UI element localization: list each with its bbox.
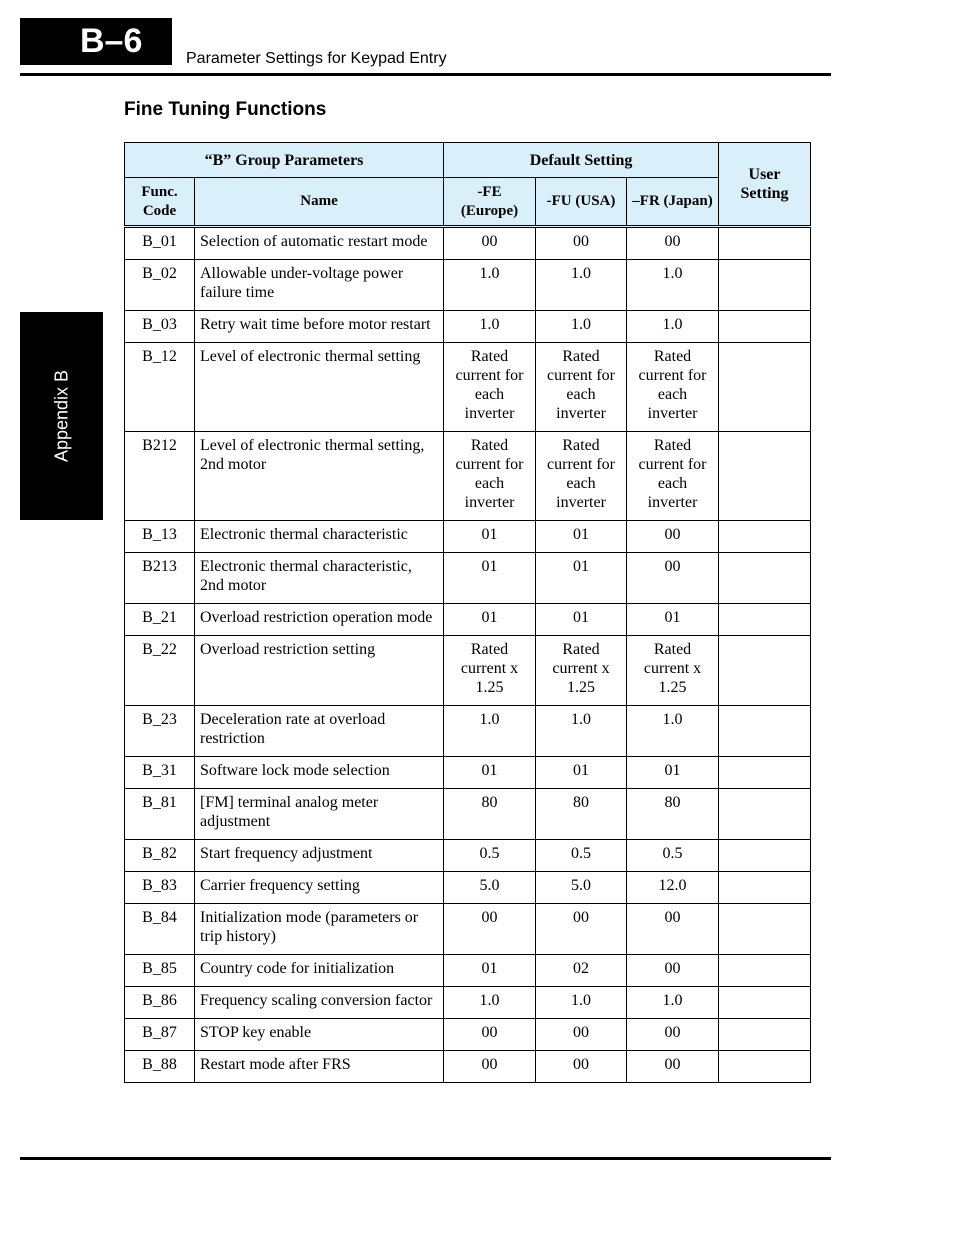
fe-default-cell: 01 <box>444 553 536 604</box>
fe-default-cell: 0.5 <box>444 840 536 872</box>
fe-default-cell: 00 <box>444 904 536 955</box>
func-code-cell: B_22 <box>125 636 195 706</box>
name-cell: Overload restriction operation mode <box>195 604 444 636</box>
fe-default-cell: 00 <box>444 1051 536 1083</box>
func-code-cell: B_02 <box>125 260 195 311</box>
user-setting-cell <box>719 311 811 343</box>
appendix-side-tab <box>20 312 103 520</box>
user-setting-cell <box>719 1019 811 1051</box>
user-setting-cell <box>719 840 811 872</box>
group-header: “B” Group Parameters <box>125 143 444 178</box>
user-setting-cell <box>719 789 811 840</box>
table-row <box>125 553 811 604</box>
running-header-title: Parameter Settings for Keypad Entry <box>186 50 447 67</box>
fe-default-cell: 00 <box>444 1019 536 1051</box>
appendix-side-tab-label: Appendix B <box>51 369 71 463</box>
name-cell: STOP key enable <box>195 1019 444 1051</box>
func-code-cell: B_01 <box>125 227 195 260</box>
fr-default-cell: 00 <box>627 1019 719 1051</box>
table-row <box>125 904 811 955</box>
table-row <box>125 260 811 311</box>
func-code-cell: B_23 <box>125 706 195 757</box>
user-setting-cell <box>719 757 811 789</box>
section-title: Fine Tuning Functions <box>124 99 327 120</box>
fu-default-cell: 00 <box>536 1051 627 1083</box>
user-setting-cell <box>719 604 811 636</box>
user-setting-header: User Setting <box>719 143 811 227</box>
table-row <box>125 955 811 987</box>
user-setting-cell <box>719 987 811 1019</box>
user-setting-cell <box>719 227 811 260</box>
table-row <box>125 789 811 840</box>
func-code-cell: B_03 <box>125 311 195 343</box>
fr-default-cell: 00 <box>627 227 719 260</box>
name-cell: Start frequency adjustment <box>195 840 444 872</box>
user-setting-cell <box>719 706 811 757</box>
user-setting-cell <box>719 553 811 604</box>
func-code-cell: B_31 <box>125 757 195 789</box>
fr-default-cell: Rated current for each inverter <box>627 343 719 432</box>
name-header: Name <box>195 178 444 227</box>
func-code-cell: B_83 <box>125 872 195 904</box>
name-cell: Carrier frequency setting <box>195 872 444 904</box>
fr-default-cell: 00 <box>627 553 719 604</box>
fu-default-cell: 1.0 <box>536 706 627 757</box>
func-code-cell: B213 <box>125 553 195 604</box>
table-row <box>125 757 811 789</box>
fe-default-cell: 1.0 <box>444 260 536 311</box>
fe-default-cell: 00 <box>444 227 536 260</box>
table-row <box>125 872 811 904</box>
func-code-cell: B_85 <box>125 955 195 987</box>
fu-default-cell: 1.0 <box>536 260 627 311</box>
fr-default-cell: Rated current x 1.25 <box>627 636 719 706</box>
table-row <box>125 987 811 1019</box>
fe-default-cell: Rated current x 1.25 <box>444 636 536 706</box>
fr-default-cell: 12.0 <box>627 872 719 904</box>
fu-usa-header: -FU (USA) <box>536 178 627 227</box>
fe-default-cell: 1.0 <box>444 987 536 1019</box>
fu-default-cell: 1.0 <box>536 987 627 1019</box>
name-cell: Level of electronic thermal setting, 2nd motor <box>195 432 444 521</box>
fr-default-cell: 00 <box>627 955 719 987</box>
table-row <box>125 311 811 343</box>
user-setting-cell <box>719 343 811 432</box>
fe-default-cell: 80 <box>444 789 536 840</box>
table-row <box>125 636 811 706</box>
func-code-cell: B_13 <box>125 521 195 553</box>
fe-default-cell: 1.0 <box>444 311 536 343</box>
user-setting-cell <box>719 636 811 706</box>
name-cell: Initialization mode (parameters or trip history) <box>195 904 444 955</box>
user-setting-cell <box>719 904 811 955</box>
name-cell: Deceleration rate at overload restriction <box>195 706 444 757</box>
name-cell: Electronic thermal characteristic <box>195 521 444 553</box>
name-cell: Software lock mode selection <box>195 757 444 789</box>
name-cell: [FM] terminal analog meter adjustment <box>195 789 444 840</box>
name-cell: Allowable under-voltage power failure time <box>195 260 444 311</box>
fr-default-cell: 01 <box>627 757 719 789</box>
fr-default-cell: Rated current for each inverter <box>627 432 719 521</box>
fu-default-cell: 5.0 <box>536 872 627 904</box>
fr-default-cell: 1.0 <box>627 260 719 311</box>
fe-default-cell: Rated current for each inverter <box>444 343 536 432</box>
func-code-header: Func. Code <box>125 178 195 227</box>
table-row <box>125 706 811 757</box>
table-row <box>125 840 811 872</box>
fu-default-cell: 01 <box>536 521 627 553</box>
fr-default-cell: 00 <box>627 904 719 955</box>
fu-default-cell: 00 <box>536 1019 627 1051</box>
fe-default-cell: Rated current for each inverter <box>444 432 536 521</box>
fe-default-cell: 01 <box>444 604 536 636</box>
user-setting-cell <box>719 872 811 904</box>
fr-default-cell: 0.5 <box>627 840 719 872</box>
header-divider <box>20 73 831 76</box>
fr-default-cell: 1.0 <box>627 706 719 757</box>
fu-default-cell: 1.0 <box>536 311 627 343</box>
table-row <box>125 227 811 260</box>
func-code-cell: B_82 <box>125 840 195 872</box>
table-row <box>125 432 811 521</box>
name-cell: Selection of automatic restart mode <box>195 227 444 260</box>
func-code-cell: B_21 <box>125 604 195 636</box>
fe-default-cell: 01 <box>444 757 536 789</box>
fr-japan-header: –FR (Japan) <box>627 178 719 227</box>
parameter-rows <box>125 227 811 1083</box>
fu-default-cell: 00 <box>536 227 627 260</box>
func-code-cell: B_81 <box>125 789 195 840</box>
fu-default-cell: 00 <box>536 904 627 955</box>
table-row <box>125 1051 811 1083</box>
func-code-cell: B_84 <box>125 904 195 955</box>
fe-default-cell: 01 <box>444 955 536 987</box>
table-row <box>125 1019 811 1051</box>
fr-default-cell: 01 <box>627 604 719 636</box>
default-setting-header: Default Setting <box>444 143 719 178</box>
user-setting-cell <box>719 432 811 521</box>
user-setting-cell <box>719 260 811 311</box>
name-cell: Electronic thermal characteristic, 2nd motor <box>195 553 444 604</box>
fu-default-cell: Rated current x 1.25 <box>536 636 627 706</box>
table-row <box>125 521 811 553</box>
func-code-cell: B_86 <box>125 987 195 1019</box>
fe-default-cell: 5.0 <box>444 872 536 904</box>
fr-default-cell: 1.0 <box>627 987 719 1019</box>
fu-default-cell: 01 <box>536 757 627 789</box>
fu-default-cell: 01 <box>536 604 627 636</box>
fu-default-cell: 0.5 <box>536 840 627 872</box>
table-row <box>125 343 811 432</box>
page-number-badge: B–6 <box>20 18 172 65</box>
fe-europe-header: -FE (Europe) <box>444 178 536 227</box>
func-code-cell: B_87 <box>125 1019 195 1051</box>
name-cell: Restart mode after FRS <box>195 1051 444 1083</box>
name-cell: Overload restriction setting <box>195 636 444 706</box>
footer-divider <box>20 1157 831 1160</box>
fu-default-cell: 02 <box>536 955 627 987</box>
fr-default-cell: 80 <box>627 789 719 840</box>
fu-default-cell: 01 <box>536 553 627 604</box>
name-cell: Country code for initialization <box>195 955 444 987</box>
func-code-cell: B212 <box>125 432 195 521</box>
user-setting-cell <box>719 1051 811 1083</box>
fr-default-cell: 00 <box>627 521 719 553</box>
user-setting-cell <box>719 955 811 987</box>
name-cell: Retry wait time before motor restart <box>195 311 444 343</box>
name-cell: Level of electronic thermal setting <box>195 343 444 432</box>
table-row <box>125 604 811 636</box>
fr-default-cell: 00 <box>627 1051 719 1083</box>
fe-default-cell: 1.0 <box>444 706 536 757</box>
user-setting-cell <box>719 521 811 553</box>
parameter-table <box>124 142 811 1083</box>
func-code-cell: B_88 <box>125 1051 195 1083</box>
name-cell: Frequency scaling conversion factor <box>195 987 444 1019</box>
fu-default-cell: Rated current for each inverter <box>536 432 627 521</box>
fu-default-cell: 80 <box>536 789 627 840</box>
fu-default-cell: Rated current for each inverter <box>536 343 627 432</box>
fr-default-cell: 1.0 <box>627 311 719 343</box>
fe-default-cell: 01 <box>444 521 536 553</box>
func-code-cell: B_12 <box>125 343 195 432</box>
